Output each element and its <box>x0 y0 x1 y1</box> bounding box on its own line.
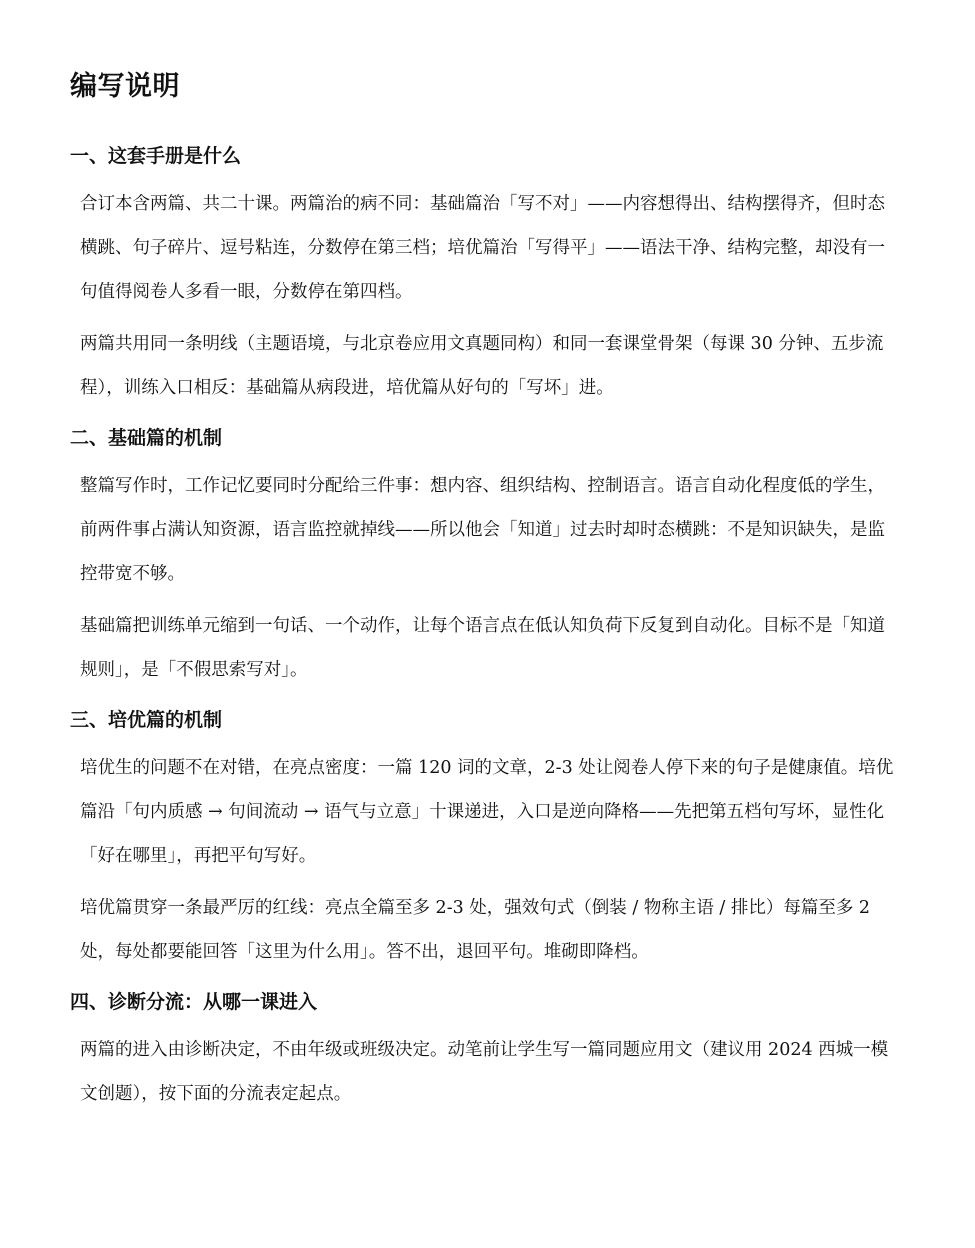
document-title: 编写说明 <box>70 71 180 102</box>
section-basic-mechanism <box>70 424 900 692</box>
section-heading: 四、诊断分流：从哪一课进入 <box>70 991 318 1013</box>
paragraph: 两篇共用同一条明线（主题语境，与北京卷应用文真题同构）和同一套课堂骨架（每课 30 分钟、五步流程），训练入口相反：基础篇从病段进，培优篇从好句的「写坏」进。 <box>80 334 884 398</box>
section-heading: 一、这套手册是什么 <box>70 145 242 167</box>
paragraph: 培优篇贯穿一条最严厉的红线：亮点全篇至多 2-3 处，强效句式（倒装 / 物称主语 / 排比）每篇至多 2 处，每处都要能回答「这里为什么用」。答不出，退回平句。堆砌即降档。 <box>80 898 871 962</box>
paragraph: 两篇的进入由诊断决定，不由年级或班级决定。动笔前让学生写一篇同题应用文（建议用 2024 西城一模文创题），按下面的分流表定起点。 <box>80 1040 889 1104</box>
section-advanced-mechanism <box>70 706 900 974</box>
section-diagnostic-routing <box>70 988 900 1116</box>
paragraph: 合订本含两篇、共二十课。两篇治的病不同：基础篇治「写不对」——内容想得出、结构摆得齐，但时态横跳、句子碎片、逗号粘连，分数停在第三档；培优篇治「写得平」——语法干净、结构完整，却没有一句值得阅卷人多看一眼，分数停在第四档。 <box>80 194 885 302</box>
paragraph: 培优生的问题不在对错，在亮点密度：一篇 120 词的文章，2-3 处让阅卷人停下来的句子是健康值。培优篇沿「句内质感 → 句间流动 → 语气与立意」十课递进，入口是逆向降格——先把第五档句写坏，显性化「好在哪里」，再把平句写好。 <box>80 758 894 866</box>
section-what-is-handbook <box>70 142 900 410</box>
paragraph: 基础篇把训练单元缩到一句话、一个动作，让每个语言点在低认知负荷下反复到自动化。目标不是「知道规则」，是「不假思索写对」。 <box>80 616 885 680</box>
paragraph: 整篇写作时，工作记忆要同时分配给三件事：想内容、组织结构、控制语言。语言自动化程度低的学生，前两件事占满认知资源，语言监控就掉线——所以他会「知道」过去时却时态横跳：不是知识缺失，是监控带宽不够。 <box>80 476 885 584</box>
section-heading: 三、培优篇的机制 <box>70 709 223 731</box>
section-heading: 二、基础篇的机制 <box>70 427 223 449</box>
